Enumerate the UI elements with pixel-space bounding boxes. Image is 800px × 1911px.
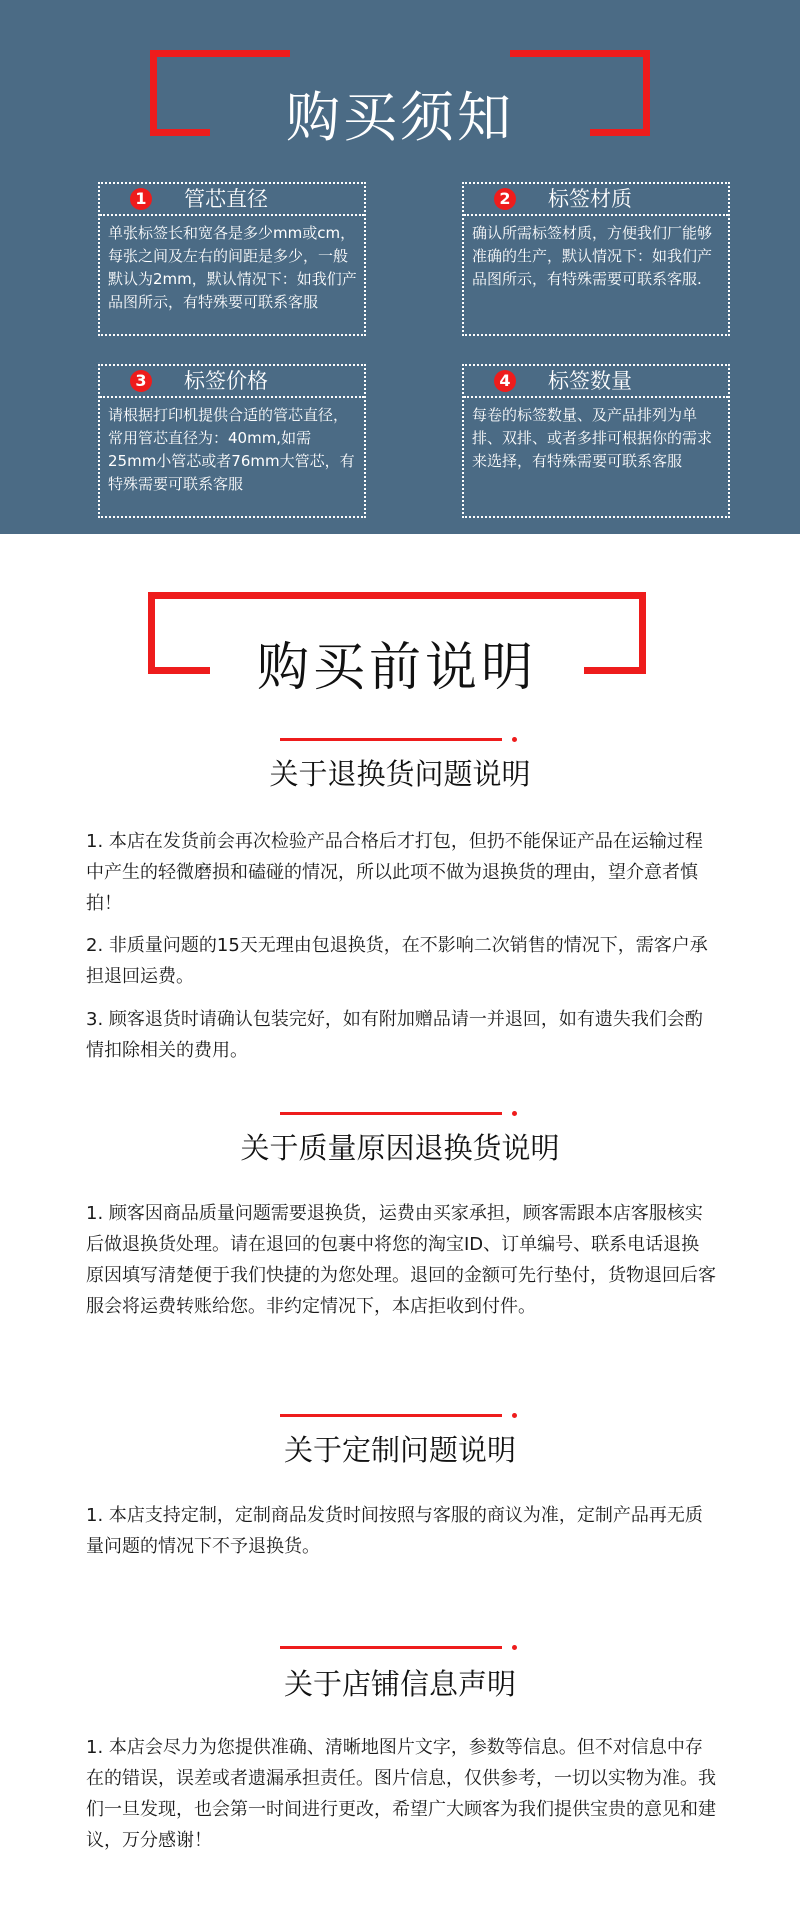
heading-returns: 关于退换货问题说明 bbox=[269, 757, 531, 791]
red-divider bbox=[280, 1110, 520, 1118]
heading-store-info: 关于店铺信息声明 bbox=[283, 1667, 516, 1701]
section-title: 购买前说明 bbox=[256, 638, 537, 698]
page-title: 购买须知 bbox=[286, 86, 514, 149]
number-badge: 4 bbox=[494, 370, 516, 392]
paragraph: 1. 本店在发货前会再次检验产品合格后才打包，但扔不能保证产品在运输过程中产生的轻微磨损和磕碰的情况，所以此项不做为退换货的理由，望介意者慎拍！ bbox=[86, 831, 703, 914]
paragraph: 2. 非质量问题的15天无理由包退换货，在不影响二次销售的情况下，需客户承担退回运费。 bbox=[86, 935, 708, 987]
info-box-text: 请根据打印机提供合适的管芯直径，常用管芯直径为：40mm,如需25mm小管芯或者76mm大管芯，有特殊需要可联系客服 bbox=[108, 406, 355, 493]
info-box-core-diameter bbox=[98, 182, 366, 336]
red-divider bbox=[280, 736, 520, 744]
info-box-label: 管芯直径 bbox=[184, 187, 268, 211]
number-badge: 1 bbox=[130, 188, 152, 210]
number-badge: 2 bbox=[494, 188, 516, 210]
paragraph: 1. 本店支持定制，定制商品发货时间按照与客服的商议为准，定制产品再无质量问题的情况下不予退换货。 bbox=[86, 1505, 703, 1557]
heading-customization: 关于定制问题说明 bbox=[283, 1433, 516, 1467]
red-divider bbox=[280, 1412, 520, 1420]
info-box-text: 单张标签长和宽各是多少mm或cm，每张之间及左右的间距是多少，一般默认为2mm，默认情况下：如我们产品图所示，有特殊要可联系客服 bbox=[108, 224, 357, 311]
info-box-text: 每卷的标签数量、及产品排列为单排、双排、或者多排可根据你的需求来选择，有特殊需要可联系客服 bbox=[472, 406, 713, 470]
info-box-label-material bbox=[462, 182, 730, 336]
paragraph: 1. 本店会尽力为您提供准确、清晰地图片文字，参数等信息。但不对信息中存在的错误，误差或者遗漏承担责任。图片信息，仅供参考，一切以实物为准。我们一旦发现，也会第一时间进行更改，希望广大顾客为我们提供宝贵的意见和建议，万分感谢！ bbox=[86, 1737, 716, 1851]
paragraph: 3. 顾客退货时请确认包装完好，如有附加赠品请一并退回，如有遗失我们会酌情扣除相关的费用。 bbox=[86, 1009, 703, 1061]
info-box-label-price bbox=[98, 364, 366, 518]
paragraph: 1. 顾客因商品质量问题需要退换货，运费由买家承担，顾客需跟本店客服核实后做退换货处理。请在退回的包裹中将您的淘宝ID、订单编号、联系电话退换原因填写清楚便于我们快捷的为您处理。退回的金额可先行垫付，货物退回后客服会将运费转账给您。非约定情况下，本店拒收到付件。 bbox=[86, 1203, 716, 1317]
heading-quality-returns: 关于质量原因退换货说明 bbox=[240, 1131, 560, 1165]
info-box-text: 确认所需标签材质，方便我们厂能够准确的生产，默认情况下：如我们产品图所示，有特殊需要可联系客服. bbox=[472, 224, 713, 288]
info-box-label: 标签材质 bbox=[548, 187, 632, 211]
info-box-label: 标签数量 bbox=[548, 369, 632, 393]
red-divider bbox=[280, 1644, 520, 1652]
info-box-label-quantity bbox=[462, 364, 730, 518]
number-badge: 3 bbox=[130, 370, 152, 392]
info-box-label: 标签价格 bbox=[184, 369, 268, 393]
purchase-notice-panel bbox=[0, 0, 800, 534]
